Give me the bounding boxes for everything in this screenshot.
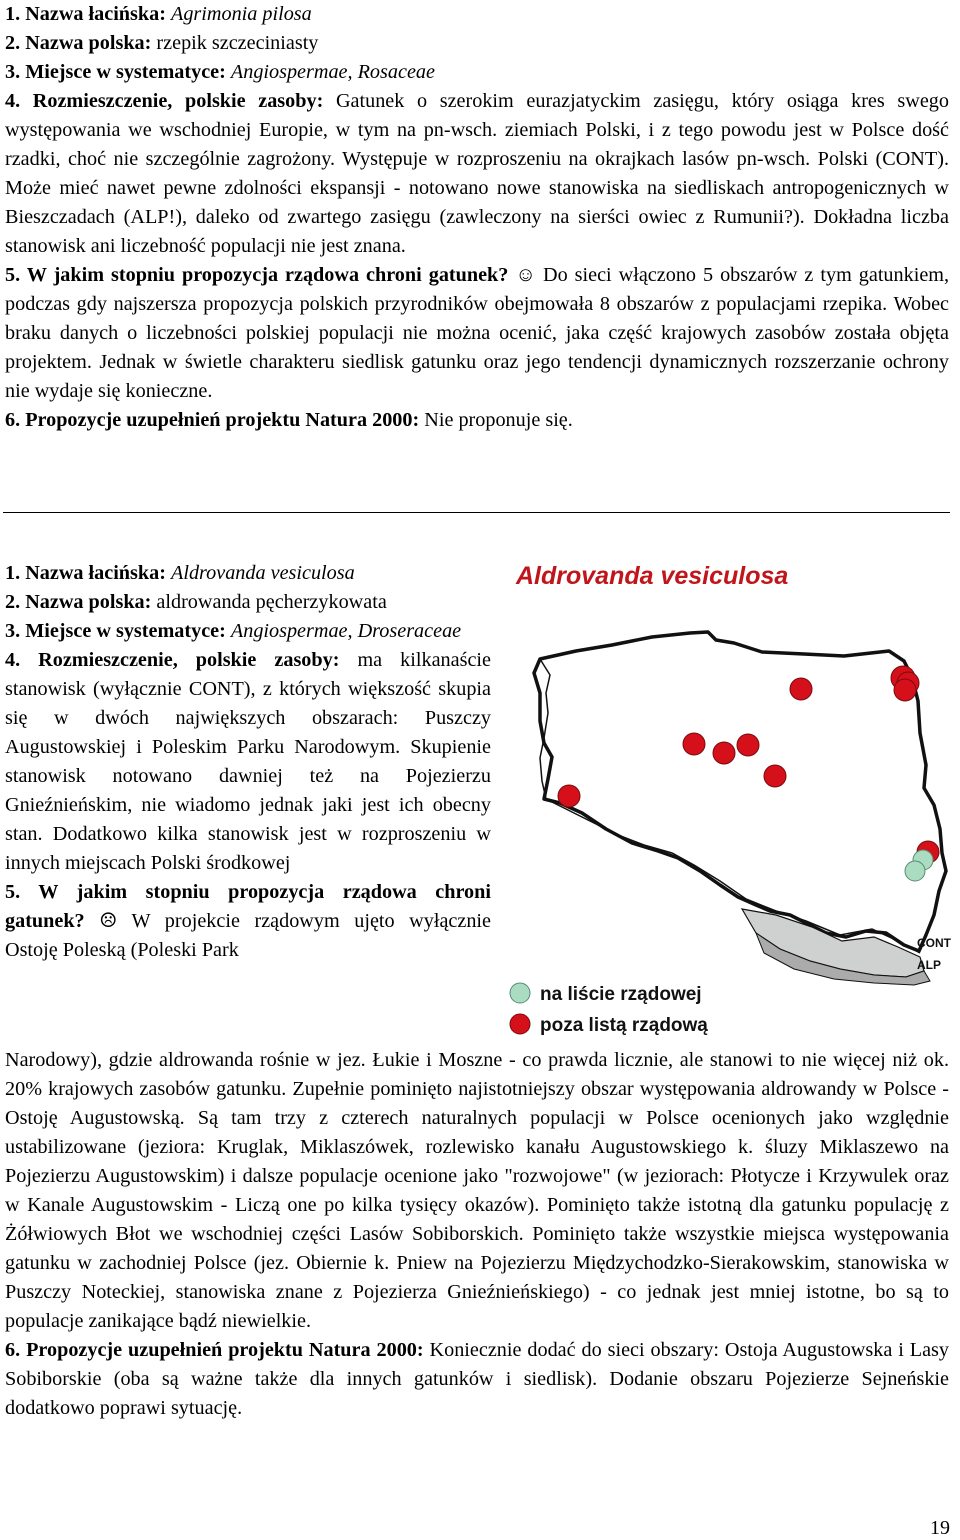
latin-name-line: 1. Nazwa łacińska: Agrimonia pilosa: [5, 3, 312, 25]
latin-name-label: Nazwa łacińska:: [25, 3, 171, 25]
polish-name-value: aldrowanda pęcherzykowata: [156, 591, 387, 613]
poland-outline: [534, 632, 946, 951]
systematics-value: Angiospermae, Rosaceae: [230, 61, 435, 83]
occurrence-point-red: [764, 765, 786, 787]
occurrence-point-red: [558, 785, 580, 807]
legend-label-green: na liście rządowej: [540, 984, 702, 1005]
proposals-label: 6. Propozycje uzupełnień projektu Natura 2000:: [5, 1339, 430, 1361]
protection-label: 5. W jakim stopniu propozycja rządowa chroni gatunek?: [5, 881, 491, 932]
systematics-line: [5, 617, 491, 646]
occurrence-point-green: [905, 861, 925, 881]
distribution-text: ma kilkanaście stanowisk (wyłącznie CONT), z których większość skupia się w dwóch największych obszarach: Puszczy Augustowskiej i Poleskim Parku Narodowym. Skupienie stanowisk notowano dawniej też na Pojezierzu Gnieźnieńskim, nie wiadomo jednak jaki jest ich obecny stan. Dodatkowo kilka stanowisk jest w rozproszeniu w innych miejscach Polski środkowej: [5, 649, 491, 874]
proposals-line: [5, 406, 949, 435]
distribution-label: 4. Rozmieszczenie, polskie zasoby:: [5, 90, 336, 112]
occurrence-point-red: [713, 742, 735, 764]
protection-label: 5. W jakim stopniu propozycja rządowa chroni gatunek?: [5, 264, 509, 286]
species-entry-agrimonia: [5, 0, 949, 435]
occurrence-point-red: [894, 679, 916, 701]
smiley-icon: ☺: [515, 264, 537, 286]
distribution-map: [494, 553, 960, 1043]
polish-name-value: rzepik szczeciniasty: [156, 32, 319, 54]
legend-marker-green: [510, 983, 530, 1003]
protection-paragraph: [5, 261, 949, 406]
latin-name-value: Agrimonia pilosa: [171, 3, 312, 25]
protection-text-top: W projekcie rządowym ujęto wyłącznie Ostoję Poleską (Poleski Park: [5, 910, 492, 961]
legend-label-red: poza listą rządową: [540, 1015, 708, 1036]
map-title: Aldrovanda vesiculosa: [516, 562, 789, 590]
proposals-paragraph: [5, 1336, 949, 1423]
distribution-paragraph: [5, 87, 949, 261]
polish-name-label: 2. Nazwa polska:: [5, 32, 157, 54]
distribution-text: Gatunek o szerokim eurazjatyckim zasięgu, który osiąga kres swego występowania we wschodniej Europie, w tym na pn-wsch. ziemiach Polski, i z tego powodu jest w Polsce dość rzadki, choć nie szczególnie zagrożony. Występuje w rozproszeniu na okrajkach lasów pn-wsch. Polski (CONT). Może mieć nawet pewne zdolności ekspansji - notowano nowe stanowiska na siedliskach antropogenicznych w Bieszczadach (ALP!), daleko od zwartego zasięgu (zawleczony na sierści owiec z Rumunii?). Dokładna liczba stanowisk ani liczebność populacji nie jest znana.: [5, 90, 949, 257]
species-entry-aldrovanda-continued: [5, 1046, 949, 1423]
latin-name-value: Aldrovanda vesiculosa: [171, 562, 355, 584]
occurrence-point-red: [683, 733, 705, 755]
section-divider: [3, 512, 950, 513]
page-number: 19: [930, 1517, 950, 1539]
proposals-text: Koniecznie dodać do sieci obszary: Ostoja Augustowska i Lasy Sobiborskie (oba są ważne także dla innych gatunków i siedlisk). Dodanie obszaru Pojezierze Sejneńskie dodatkowo poprawi sytuację.: [5, 1339, 949, 1419]
frown-icon: ☹: [99, 910, 118, 932]
occurrence-point-red: [737, 734, 759, 756]
latin-name-line: [5, 559, 491, 588]
protection-text-continued: Narodowy), gdzie aldrowanda rośnie w jez. Łukie i Moszne - co prawda licznie, ale stanowi to nie więcej niż ok. 20% krajowych zasobów gatunku. Zupełnie pominięto najistotniejszy obszar występowania aldrowandy w Polsce - Ostoję Augustowską. Są tam trzy z czterech naturalnych populacji w Polsce ocenionych jako względnie ustabilizowane (jeziora: Kruglak, Miklaszówek, rozlewisko kanału Augustowskiego k. śluzy Miklaszewo na Pojezierzu Augustowskim) i dalsze populacje ocenione jako "rozwojowe" (w jeziorach: Płotycze i Krzywulek oraz w Kanale Augustowskim - Liczą one po kilka tysięcy okazów). Pominięto także istotną dla gatunku populację z Żółwiowych Błot we wschodniej części Lasów Sobiborskich. Pominięto także wszystkie miejsca występowania gatunku w zachodniej Polsce (jez. Obiernie k. Pniew na Pojezierzu Międzychodzko-Sierakowskim, stanowiska w Puszczy Noteckiej, stanowiska znane z Pojezierza Gnieźnieńskiego) - co jednak jest mniej istotne, bo są to populacje zanikające bądź niewielkie.: [5, 1049, 949, 1332]
systematics-label: 3. Miejsce w systematyce:: [5, 61, 231, 83]
cont-label: CONT: [917, 936, 951, 950]
alp-label: ALP: [917, 958, 941, 972]
polish-name-line: [5, 588, 491, 617]
distribution-label: 4. Rozmieszczenie, polskie zasoby:: [5, 649, 358, 671]
proposals-text: Nie proponuje się.: [424, 409, 573, 431]
legend-marker-red: [510, 1014, 530, 1034]
systematics-value: Angiospermae, Droseraceae: [230, 620, 462, 642]
protection-text: Do sieci włączono 5 obszarów z tym gatunkiem, podczas gdy najszersza propozycja polskich przyrodników obejmowała 8 obszarów z populacjami rzepika. Wobec braku danych o liczebności polskiej populacji nie można ocenić, jaka część krajowych zasobów została objęta projektem. Jednak w świetle charakteru siedlisk gatunku oraz jego tendencji dynamicznych rozszerzanie ochrony nie wydaje się konieczne.: [5, 264, 950, 402]
protection-paragraph: [5, 878, 491, 965]
polish-name-line: [5, 29, 949, 58]
species-entry-aldrovanda: [5, 559, 491, 965]
latin-name-label: 1. Nazwa łacińska:: [5, 562, 171, 584]
proposals-label: 6. Propozycje uzupełnień projektu Natura 2000:: [5, 409, 425, 431]
polish-name-label: 2. Nazwa polska:: [5, 591, 157, 613]
distribution-paragraph: [5, 646, 491, 878]
systematics-line: [5, 58, 949, 87]
occurrence-point-red: [790, 678, 812, 700]
systematics-label: 3. Miejsce w systematyce:: [5, 620, 231, 642]
